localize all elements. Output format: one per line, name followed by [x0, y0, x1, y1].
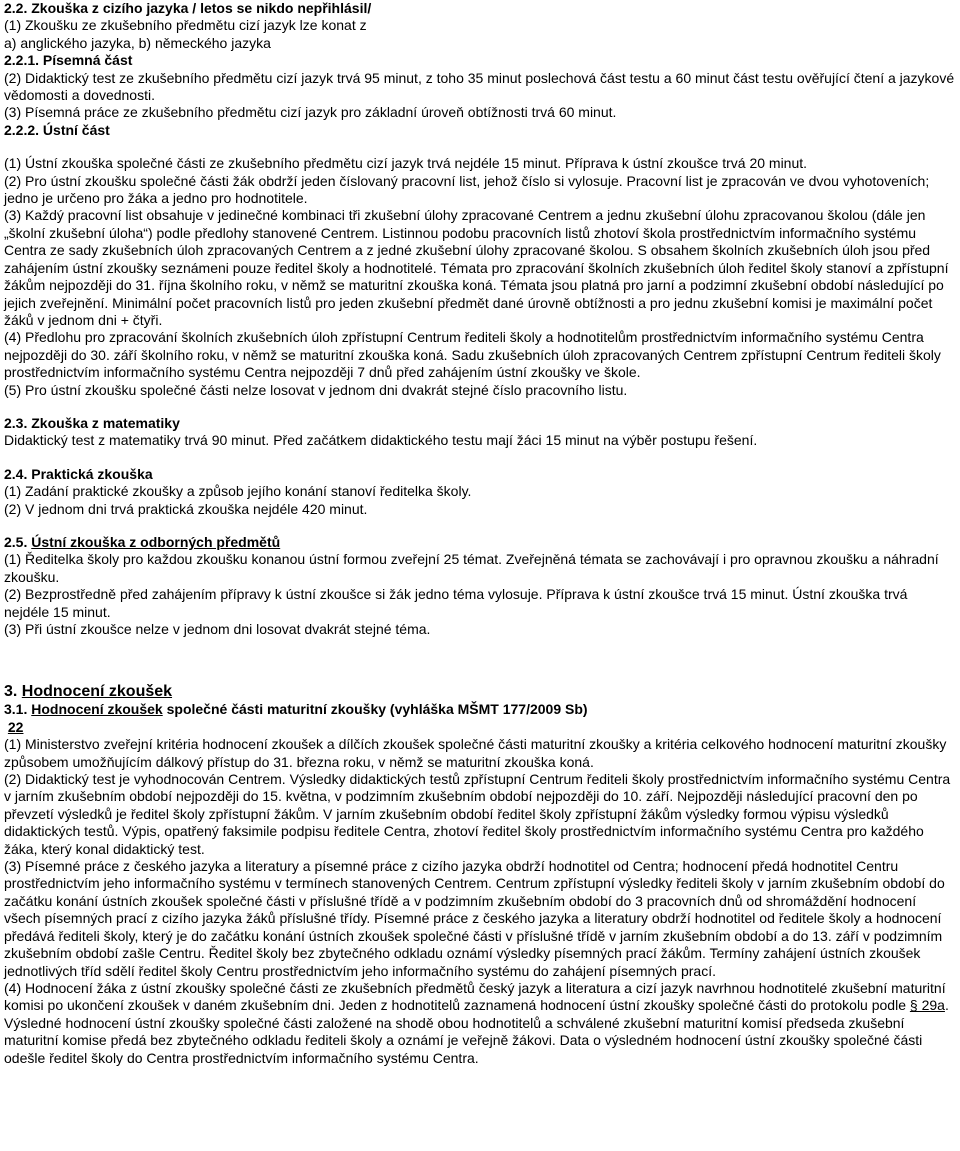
section-2-2-2-title: 2.2.2. Ústní část — [4, 121, 110, 138]
section-2-2-2-p1: (1) Ústní zkouška společné části ze zkušebního předmětu cizí jazyk trvá nejdéle 15 minut. Příprava k ústní zkoušce trvá 20 minut. — [4, 155, 808, 172]
section-2-2-p1b: a) anglického jazyka, b) německého jazyka — [4, 34, 271, 51]
section-2-5-p2: (2) Bezprostředně před zahájením přípravy k ústní zkoušce si žák jedno téma vylosuje. Příprava k ústní zkoušce trvá 15 minut. Ústní zkouška trvá nejdéle 15 minut. — [4, 586, 908, 620]
section-2-4-p2: (2) V jednom dni trvá praktická zkouška nejdéle 420 minut. — [4, 500, 368, 517]
section-3-title — [4, 682, 956, 701]
section-3-1-prefix: 3.1. — [4, 701, 32, 718]
section-3-title-link[interactable]: Hodnocení zkoušek — [21, 683, 173, 701]
section-3-1-p4-a: (4) Hodnocení žáka z ústní zkoušky společné části ze zkušebních předmětů český jazyk a literatura a cizí jazyk navrhnou hodnotitelé zkušební maturitní komisi po ukončení zkoušek v daném zkušebním dni. Jeden z hodnotitelů zaznamená hodnocení ústní zkoušky společné části do protokolu podle — [4, 979, 946, 1014]
section-3-1-link[interactable]: Hodnocení zkoušek — [31, 701, 163, 718]
section-3-1-p2: (2) Didaktický test je vyhodnocován Centrem. Výsledky didaktických testů zpřístupní Centrum řediteli školy prostřednictvím informačního systému Centra v jarním zkušebním období nejpozději do 15. května, v podzimním zkušebním období nejpozději do 10. září. Nejpozději následující pracovní den po převzetí výsledků je ředitel školy zpřístupní žákům. V jarním zkušebním období ředitel školy zpřístupní žákům výsledky formou výpisu výsledků didaktických testů. Výpis, opatřený faksimile podpisu ředitele Centra, zhotoví ředitel školy prostřednictvím informačního systému Centra pro každého žáka, který konal didaktický test. — [4, 771, 951, 857]
section-3-1-rest: společné části maturitní zkoušky (vyhláška MŠMT 177/2009 Sb) — [162, 701, 588, 718]
section-2-4-p1: (1) Zadání praktické zkoušky a způsob jejího konání stanoví ředitelka školy. — [4, 483, 472, 500]
section-3-1-p1: (1) Ministerstvo zveřejní kritéria hodnocení zkoušek a dílčích zkoušek společné části maturitní zkoušky a kritéria celkového hodnocení maturitní zkoušky způsobem umožňujícím dálkový přístup do 31. března roku, v němž se maturitní zkouška koná. — [4, 736, 947, 770]
section-2-2-2-p4: (4) Předlohu pro zpracování školních zkušebních úloh zpřístupní Centrum řediteli školy a hodnotitelům prostřednictvím informačního systému Centra nejpozději do 30. září školního roku, v němž se maturitní zkouška koná. Sadu zkušebních úloh zpracovaných Centrem zpřístupní Centrum řediteli školy prostřednictvím informačního systému Centra nejpozději 7 dnů před zahájením ústní zkoušky ve škole. — [4, 329, 941, 381]
spacer — [4, 638, 956, 682]
spacer — [4, 139, 956, 155]
spacer — [4, 518, 956, 534]
section-2-5-title-prefix: 2.5. — [4, 533, 32, 550]
section-3-1-ref — [4, 719, 956, 736]
section-2-2-2-p5: (5) Pro ústní zkoušku společné části nelze losovat v jednom dni dvakrát stejné číslo pracovního listu. — [4, 381, 628, 398]
spacer — [4, 450, 956, 466]
section-2-3-title: 2.3. Zkouška z matematiky — [4, 414, 180, 431]
section-2-2-1-p2: (2) Didaktický test ze zkušebního předmětu cizí jazyk trvá 95 minut, z toho 35 minut poslechová část testu a 60 minut část testu ověřující čtení a jazykové vědomosti a dovednosti. — [4, 69, 955, 104]
section-2-3-p1: Didaktický test z matematiky trvá 90 minut. Před začátkem didaktického testu mají žáci 15 minut na výběr postupu řešení. — [4, 432, 758, 449]
spacer — [4, 399, 956, 415]
section-3-1-p4-b: . Výsledné hodnocení ústní zkoušky společné části založené na shodě obou hodnotitelů a schválené zkušební maturitní komisí předseda zkušební maturitní komise předá bez zbytečného odkladu řediteli školy a oznámí je veřejně žákovi. Data o výsledném hodnocení ústní zkoušky společné části odešle ředitel školy do Centra prostřednictvím informačního systému Centra. — [4, 997, 949, 1066]
section-3-title-prefix: 3. — [4, 683, 22, 701]
section-2-5-title-link[interactable]: Ústní zkouška z odborných předmětů — [31, 533, 281, 550]
section-2-4-title: 2.4. Praktická zkouška — [4, 465, 153, 482]
section-2-2-1-p3: (3) Písemná práce ze zkušebního předmětu cizí jazyk pro základní úroveň obtížnosti trvá 60 minut. — [4, 104, 617, 121]
section-2-2-title: 2.2. Zkouška z cizího jazyka / letos se nikdo nepřihlásil/ — [4, 0, 372, 16]
section-2-5-title — [4, 534, 956, 551]
section-2-2-2-p2: (2) Pro ústní zkoušku společné části žák obdrží jeden číslovaný pracovní list, jehož číslo si vylosuje. Pracovní list je zpracován ve dvou vyhotoveních; jedno je určeno pro žáka a jedno pro hodnotitele. — [4, 172, 930, 207]
section-2-2-2-p3: (3) Každý pracovní list obsahuje v jedinečné kombinaci tři zkušební úlohy zpracované Centrem a jednu zkušební úlohu zpracovanou školou (dále jen „školní zkušební úloha“) podle předlohy stanovené Centrem. Listinnou podobu pracovních listů zhotoví škola prostřednictvím informačního systému Centra ze sady zkušebních úloh zpracovaných Centrem a z jedné zkušební úlohy zpracované školou. S obsahem školních zkušebních úloh jsou před zahájením ústní zkoušky seznámeni pouze ředitel školy a hodnotitelé. Témata pro zpracování školních zkušebních úloh ředitel školy stanoví a zpřístupní žákům nejpozději do 31. října školního roku, v němž se maturitní zkouška koná. Témata jsou platná pro jarní a podzimní zkušební období následující po jejich zveřejnění. Minimální počet pracovních listů pro jeden zkušební předmět dané úrovně obtížnosti a pro jednu zkušební komisi je maximální počet žáků v jednom dni + čtyři. — [4, 207, 949, 328]
section-2-2-1-title: 2.2.1. Písemná část — [4, 52, 133, 69]
section-2-5-p1: (1) Ředitelka školy pro každou zkoušku konanou ústní formou zveřejní 25 témat. Zveřejněná témata se zachovávají i pro opravnou zkoušku a náhradní zkoušku. — [4, 551, 939, 585]
paragraph-29a-link[interactable]: § 29a — [909, 997, 945, 1014]
section-2-5-p3: (3) Při ústní zkoušce nelze v jednom dni losovat dvakrát stejné téma. — [4, 621, 431, 637]
section-3-1-title — [4, 701, 956, 718]
section-2-2-p1: (1) Zkoušku ze zkušebního předmětu cizí jazyk lze konat z — [4, 17, 367, 34]
section-3-1-ref-link[interactable]: 22 — [7, 718, 24, 735]
section-3-1-p4 — [4, 980, 956, 1067]
section-3-1-p3: (3) Písemné práce z českého jazyka a literatury a písemné práce z cizího jazyka obdrží hodnotitel od Centra; hodnocení předá hodnotitel Centru prostřednictvím jeho informačního systému v termínech stanovených Centrem. Centrum zpřístupní výsledky řediteli školy v jarním zkušebním období do začátku konání ústních zkoušek společné části v příslušné třídě a v podzimním zkušebním období do 3 pracovních dnů od shromáždění hodnocení všech písemných prací z cizího jazyka žáků příslušné třídy. Písemné práce z českého jazyka a literatury obdrží hodnotitel od ředitele školy a hodnocení předává řediteli školy, který je do začátku konání ústních zkoušek společné části v příslušné třídě v jarním zkušebním období a do 13. září v podzimním zkušebním období zašle Centru. Ředitel školy bez zbytečného odkladu oznámí výsledky písemných prací žákům. Termíny zahájení ústních zkoušek jednotlivých tříd sdělí ředitel školy Centru prostřednictvím jeho informačního systému do zahájení písemných prací. — [4, 858, 945, 979]
